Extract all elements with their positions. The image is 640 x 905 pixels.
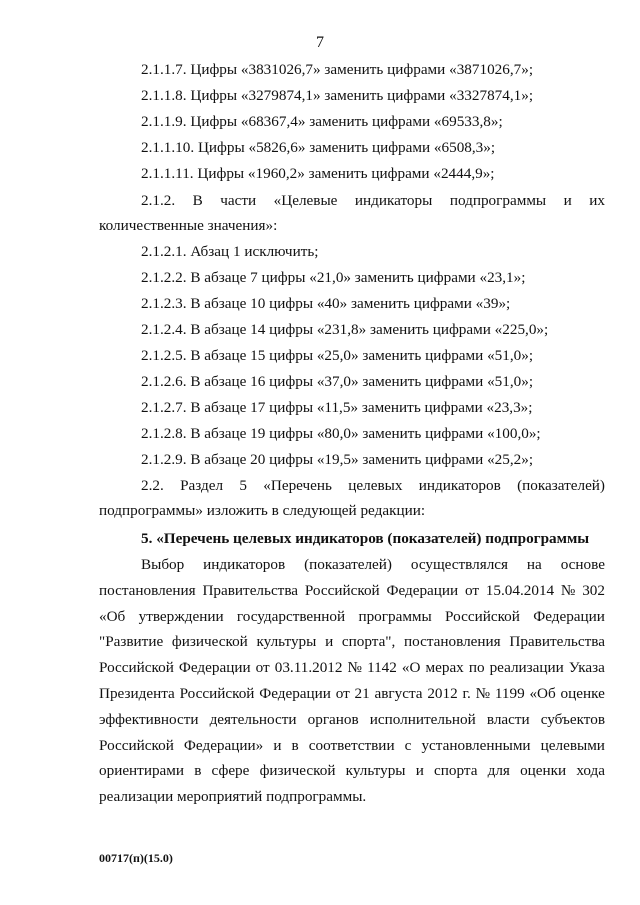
word: спорта", [341,633,396,650]
word: Федерации [178,659,251,676]
word: № [475,685,491,702]
word: от [255,659,270,676]
word: Федерации» [183,737,264,754]
item-2-1-2-2: 2.1.2.2. В абзаце 7 цифры «21,0» заменить цифрами «23,1»; [141,269,526,286]
word: 15.04.2014 [485,582,555,599]
word: Федерации [533,608,605,625]
footer-code: 00717(п)(15.0) [99,851,173,865]
word: Раздел [180,477,224,494]
word: физической [171,633,248,650]
body-line-5 [99,659,605,677]
item-2-1-1-9: 2.1.1.9. Цифры «68367,4» заменить цифрами «69533,8»; [141,113,503,130]
word: 1142 [367,659,397,676]
word: Указа [568,659,605,676]
word: 302 [582,582,605,599]
item-2-1-1-11: 2.1.1.11. Цифры «1960,2» заменить цифрами «2444,9»; [141,165,495,182]
para-2-1-2-line1 [141,192,605,210]
item-2-1-2-1: 2.1.2.1. Абзац 1 исключить; [141,243,319,260]
word: постановления [404,633,501,650]
word: ориентирами [99,762,185,779]
word: «О [401,659,421,676]
body-line-6 [99,685,605,703]
para-2-2-line2: подпрограммы» изложить в следующей редакции: [99,502,426,519]
body-line-8 [99,737,605,755]
word: и [325,633,334,650]
word: Российской [304,582,380,599]
word: (показателей) [304,556,392,573]
word: утверждении [138,608,224,625]
word: культуры [345,762,406,779]
word: и [563,192,572,209]
word: индикаторы [354,192,433,209]
word: целевыми [540,737,605,754]
word: индикаторов [418,477,501,494]
word: В [192,192,203,209]
word: Российской [179,685,255,702]
word: субъектов [540,711,605,728]
word: сфере [211,762,250,779]
word: Выбор [141,556,185,573]
item-2-1-2-8: 2.1.2.8. В абзаце 19 цифры «80,0» заменить цифрами «100,0»; [141,425,541,442]
word: их [589,192,605,209]
word: Правительства [202,582,299,599]
word: 2.2. [141,477,164,494]
word: по [468,659,485,676]
word: индикаторов [203,556,286,573]
word: «Перечень [263,477,332,494]
word: Российской [99,737,174,754]
word: Президента [99,685,175,702]
body-line-4 [99,633,605,651]
word: эффективности [99,711,199,728]
word: и [415,762,424,779]
word: № [560,582,576,599]
para-2-2-line1 [141,477,605,495]
item-2-1-2-6: 2.1.2.6. В абзаце 16 цифры «37,0» заменить цифрами «51,0»; [141,373,534,390]
word: Правительства [509,633,605,650]
word: в [291,737,299,754]
word: соответствии [308,737,395,754]
word: физической [259,762,336,779]
word: (показателей) [517,477,605,494]
word: реализации [489,659,564,676]
word: "Развитие [99,633,164,650]
word: части [220,192,257,209]
word: для [487,762,510,779]
word: хода [576,762,605,779]
item-2-1-2-9: 2.1.2.9. В абзаце 20 цифры «19,5» заменить цифрами «25,2»; [141,451,534,468]
item-2-1-2-5: 2.1.2.5. В абзаце 15 цифры «25,0» заменить цифрами «51,0»; [141,347,534,364]
word: 21 [354,685,370,702]
word: августа [374,685,423,702]
body-line-1 [141,556,605,574]
word: осуществлялся [410,556,509,573]
word: 2.1.2. [141,192,176,209]
word: в [194,762,202,779]
word: органов [307,711,359,728]
word: исполнительной [369,711,476,728]
section-title: 5. «Перечень целевых индикаторов (показателей) подпрограммы [141,530,590,547]
word: оценке [560,685,605,702]
word: Федерации [259,685,331,702]
item-2-1-1-10: 2.1.1.10. Цифры «5826,6» заменить цифрами «6508,3»; [141,139,496,156]
word: от [335,685,350,702]
word: подпрограммы [449,192,547,209]
item-2-1-2-7: 2.1.2.7. В абзаце 17 цифры «11,5» заменить цифрами «23,3»; [141,399,533,416]
word: и [273,737,282,754]
word: постановления [99,582,196,599]
page-number: 7 [316,34,324,51]
word: от [464,582,479,599]
word: г. [462,685,471,702]
word: 1199 [494,685,525,702]
word: «Об [529,685,556,702]
body-line-2 [99,582,605,600]
word: № [347,659,363,676]
word: установленными [421,737,531,754]
word: основе [560,556,605,573]
word: Российской [99,659,174,676]
word: 2012 [427,685,458,702]
body-line-3 [99,608,605,626]
word: государственной [236,608,346,625]
word: спорта [434,762,478,779]
word: 5 [239,477,247,494]
word: «Целевые [273,192,338,209]
item-2-1-2-4: 2.1.2.4. В абзаце 14 цифры «231,8» заменить цифрами «225,0»; [141,321,549,338]
word: мерах [425,659,464,676]
word: оценки [520,762,567,779]
word: Российской [445,608,520,625]
word: культуры [256,633,317,650]
word: Федерации [386,582,459,599]
body-line-10: реализации мероприятий подпрограммы. [99,788,367,805]
word: программы [358,608,432,625]
body-line-7 [99,711,605,729]
para-2-1-2-line2: количественные значения»: [99,217,278,234]
item-2-1-1-8: 2.1.1.8. Цифры «3279874,1» заменить цифрами «3327874,1»; [141,87,534,104]
item-2-1-2-3: 2.1.2.3. В абзаце 10 цифры «40» заменить цифрами «39»; [141,295,511,312]
word: на [526,556,542,573]
word: целевых [348,477,403,494]
item-2-1-1-7: 2.1.1.7. Цифры «3831026,7» заменить цифрами «3871026,7»; [141,61,534,78]
word: деятельности [209,711,297,728]
word: «Об [99,608,126,625]
body-line-9 [99,762,605,780]
word: власти [486,711,530,728]
word: 03.11.2012 [274,659,343,676]
word: с [404,737,412,754]
